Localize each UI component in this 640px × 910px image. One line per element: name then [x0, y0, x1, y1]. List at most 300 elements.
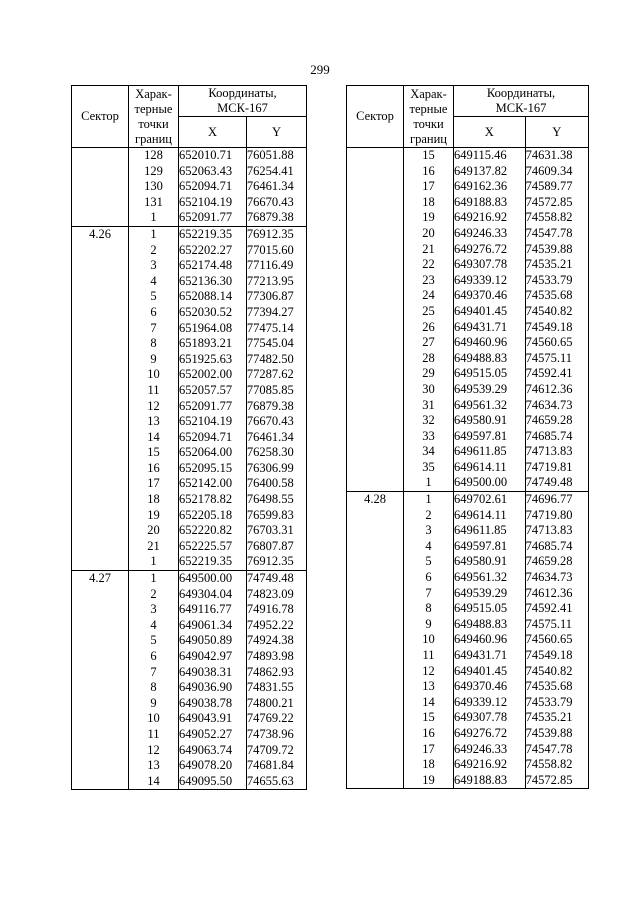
- sector-cell: [72, 523, 129, 539]
- y-cell: 74533.79: [525, 273, 588, 289]
- table-row: [72, 696, 307, 712]
- y-cell: 74535.68: [525, 679, 588, 695]
- x-cell: 649488.83: [454, 351, 526, 367]
- y-cell: 76306.99: [246, 461, 306, 477]
- table-row: [347, 773, 589, 789]
- point-cell: 1: [129, 210, 179, 226]
- sector-cell: [347, 475, 404, 491]
- point-cell: 129: [129, 164, 179, 180]
- y-cell: 74533.79: [525, 695, 588, 711]
- x-cell: 649539.29: [454, 382, 526, 398]
- table-row: [347, 429, 589, 445]
- point-cell: 13: [404, 679, 454, 695]
- y-cell: 74823.09: [246, 587, 306, 603]
- table-row: [72, 508, 307, 524]
- sector-cell: [72, 492, 129, 508]
- x-cell: 649597.81: [454, 539, 526, 555]
- point-cell: 14: [129, 774, 179, 790]
- y-cell: 76879.38: [246, 399, 306, 415]
- sector-cell: [347, 460, 404, 476]
- y-cell: 74535.21: [525, 257, 588, 273]
- table-row: [72, 461, 307, 477]
- sector-cell: [347, 570, 404, 586]
- point-cell: 128: [129, 148, 179, 164]
- x-cell: 649401.45: [454, 304, 526, 320]
- y-cell: 74547.78: [525, 742, 588, 758]
- table-row: [347, 632, 589, 648]
- header-coordinates: Координаты, МСК-167: [454, 86, 589, 117]
- point-cell: 12: [404, 664, 454, 680]
- header-y: Y: [246, 117, 306, 148]
- y-cell: 74769.22: [246, 711, 306, 727]
- y-cell: 74685.74: [525, 539, 588, 555]
- sector-cell: [347, 664, 404, 680]
- point-cell: 11: [129, 383, 179, 399]
- point-cell: 7: [129, 665, 179, 681]
- sector-cell: [347, 226, 404, 242]
- point-cell: 21: [404, 242, 454, 258]
- point-cell: 34: [404, 444, 454, 460]
- x-cell: 652064.00: [179, 445, 247, 461]
- table-row: [72, 539, 307, 555]
- table-row: [347, 382, 589, 398]
- y-cell: 76912.35: [246, 226, 306, 242]
- y-cell: 76703.31: [246, 523, 306, 539]
- sector-cell: [347, 710, 404, 726]
- sector-cell: [347, 773, 404, 789]
- sector-cell: [347, 195, 404, 211]
- point-cell: 5: [404, 554, 454, 570]
- table-row: [347, 413, 589, 429]
- table-row: [347, 570, 589, 586]
- table-row: [347, 508, 589, 524]
- y-cell: 74862.93: [246, 665, 306, 681]
- sector-cell: [347, 554, 404, 570]
- x-cell: 649216.92: [454, 210, 526, 226]
- point-cell: 1: [129, 226, 179, 242]
- y-cell: 74612.36: [525, 382, 588, 398]
- point-cell: 13: [129, 758, 179, 774]
- point-cell: 17: [404, 742, 454, 758]
- y-cell: 74749.48: [525, 475, 588, 491]
- table-row: [72, 727, 307, 743]
- header-points: Харак- терные точки границ: [404, 86, 454, 148]
- point-cell: 6: [129, 649, 179, 665]
- table-row: [347, 444, 589, 460]
- point-cell: 18: [404, 757, 454, 773]
- y-cell: 77015.60: [246, 243, 306, 259]
- point-cell: 29: [404, 366, 454, 382]
- sector-cell: [347, 601, 404, 617]
- table-row: [347, 195, 589, 211]
- y-cell: 74535.68: [525, 288, 588, 304]
- table-row: [72, 523, 307, 539]
- table-row: [347, 242, 589, 258]
- x-cell: 649216.92: [454, 757, 526, 773]
- header-coordinates: Координаты, МСК-167: [179, 86, 307, 117]
- sector-cell: [72, 508, 129, 524]
- table-row: [72, 618, 307, 634]
- y-cell: 74539.88: [525, 242, 588, 258]
- sector-cell: [347, 444, 404, 460]
- y-cell: 74893.98: [246, 649, 306, 665]
- sector-cell: [347, 257, 404, 273]
- x-cell: 649276.72: [454, 242, 526, 258]
- sector-cell: [347, 398, 404, 414]
- sector-cell: [347, 679, 404, 695]
- y-cell: 77394.27: [246, 305, 306, 321]
- table-row: [72, 321, 307, 337]
- x-cell: 649339.12: [454, 695, 526, 711]
- x-cell: 649246.33: [454, 742, 526, 758]
- y-cell: 74713.83: [525, 523, 588, 539]
- table-row: [347, 366, 589, 382]
- table-row: [347, 460, 589, 476]
- x-cell: 649515.05: [454, 601, 526, 617]
- header-y: Y: [525, 117, 588, 148]
- table-row: [72, 210, 307, 226]
- table-row: [347, 679, 589, 695]
- point-cell: 1: [129, 571, 179, 587]
- table-row: [72, 758, 307, 774]
- x-cell: 649500.00: [179, 571, 247, 587]
- table-row: [347, 710, 589, 726]
- table-row: [347, 335, 589, 351]
- x-cell: 649188.83: [454, 195, 526, 211]
- point-cell: 5: [129, 289, 179, 305]
- x-cell: 652088.14: [179, 289, 247, 305]
- y-cell: 74800.21: [246, 696, 306, 712]
- point-cell: 27: [404, 335, 454, 351]
- table-row: [347, 320, 589, 336]
- table-row: [347, 601, 589, 617]
- x-cell: 649061.34: [179, 618, 247, 634]
- x-cell: 652002.00: [179, 367, 247, 383]
- table-row: [72, 743, 307, 759]
- point-cell: 16: [404, 726, 454, 742]
- table-row: [72, 243, 307, 259]
- header-x: X: [179, 117, 247, 148]
- point-cell: 11: [129, 727, 179, 743]
- y-cell: 74589.77: [525, 179, 588, 195]
- sector-cell: [72, 461, 129, 477]
- sector-cell: [72, 195, 129, 211]
- table-row: [72, 352, 307, 368]
- table-row: [347, 695, 589, 711]
- y-cell: 76599.83: [246, 508, 306, 524]
- table-row: [72, 665, 307, 681]
- x-cell: 652094.71: [179, 179, 247, 195]
- point-cell: 1: [404, 475, 454, 491]
- point-cell: 6: [404, 570, 454, 586]
- sector-cell: [72, 274, 129, 290]
- point-cell: 23: [404, 273, 454, 289]
- y-cell: 74572.85: [525, 773, 588, 789]
- point-cell: 16: [404, 164, 454, 180]
- table-row: [347, 726, 589, 742]
- table-row: [347, 617, 589, 633]
- point-cell: 3: [129, 258, 179, 274]
- y-cell: 76670.43: [246, 195, 306, 211]
- sector-cell: 4.27: [72, 571, 129, 587]
- point-cell: 8: [129, 336, 179, 352]
- sector-cell: [72, 179, 129, 195]
- x-cell: 652220.82: [179, 523, 247, 539]
- table-row: [72, 226, 307, 242]
- y-cell: 74831.55: [246, 680, 306, 696]
- point-cell: 10: [404, 632, 454, 648]
- point-cell: 9: [404, 617, 454, 633]
- point-cell: 4: [129, 618, 179, 634]
- y-cell: 74560.65: [525, 335, 588, 351]
- point-cell: 2: [129, 243, 179, 259]
- sector-cell: [347, 273, 404, 289]
- x-cell: 649597.81: [454, 429, 526, 445]
- x-cell: 649561.32: [454, 398, 526, 414]
- sector-cell: [72, 539, 129, 555]
- y-cell: 74535.21: [525, 710, 588, 726]
- sector-cell: [72, 554, 129, 570]
- x-cell: 652174.48: [179, 258, 247, 274]
- y-cell: 74634.73: [525, 398, 588, 414]
- x-cell: 649401.45: [454, 664, 526, 680]
- sector-cell: [347, 148, 404, 164]
- y-cell: 74592.41: [525, 601, 588, 617]
- x-cell: 652063.43: [179, 164, 247, 180]
- sector-cell: [347, 429, 404, 445]
- point-cell: 1: [404, 492, 454, 508]
- point-cell: 15: [404, 148, 454, 164]
- x-cell: 649539.29: [454, 586, 526, 602]
- x-cell: 649515.05: [454, 366, 526, 382]
- table-row: [72, 633, 307, 649]
- point-cell: 19: [404, 773, 454, 789]
- table-row: [347, 304, 589, 320]
- y-cell: 74659.28: [525, 554, 588, 570]
- point-cell: 24: [404, 288, 454, 304]
- x-cell: 649460.96: [454, 632, 526, 648]
- table-row: [72, 445, 307, 461]
- y-cell: 77482.50: [246, 352, 306, 368]
- table-row: [72, 383, 307, 399]
- y-cell: 74696.77: [525, 492, 588, 508]
- y-cell: 74572.85: [525, 195, 588, 211]
- table-row: [72, 399, 307, 415]
- y-cell: 76912.35: [246, 554, 306, 570]
- point-cell: 9: [129, 352, 179, 368]
- x-cell: 649137.82: [454, 164, 526, 180]
- sector-cell: [72, 445, 129, 461]
- sector-cell: [72, 399, 129, 415]
- point-cell: 1: [129, 554, 179, 570]
- sector-cell: [347, 366, 404, 382]
- sector-cell: [72, 774, 129, 790]
- point-cell: 17: [404, 179, 454, 195]
- y-cell: 77085.85: [246, 383, 306, 399]
- x-cell: 649095.50: [179, 774, 247, 790]
- x-cell: 649246.33: [454, 226, 526, 242]
- table-row: [347, 523, 589, 539]
- sector-cell: [72, 164, 129, 180]
- y-cell: 74549.18: [525, 320, 588, 336]
- x-cell: 649500.00: [454, 475, 526, 491]
- sector-cell: 4.28: [347, 492, 404, 508]
- point-cell: 30: [404, 382, 454, 398]
- point-cell: 9: [129, 696, 179, 712]
- point-cell: 17: [129, 476, 179, 492]
- x-cell: 649614.11: [454, 508, 526, 524]
- x-cell: 651964.08: [179, 321, 247, 337]
- sector-cell: [347, 695, 404, 711]
- x-cell: 652091.77: [179, 210, 247, 226]
- table-row: [72, 587, 307, 603]
- y-cell: 77545.04: [246, 336, 306, 352]
- x-cell: 649304.04: [179, 587, 247, 603]
- sector-cell: [347, 210, 404, 226]
- sector-cell: [72, 383, 129, 399]
- y-cell: 76807.87: [246, 539, 306, 555]
- y-cell: 74540.82: [525, 304, 588, 320]
- x-cell: 649078.20: [179, 758, 247, 774]
- sector-cell: [72, 727, 129, 743]
- table-row: [72, 179, 307, 195]
- page-number: 299: [310, 62, 330, 77]
- x-cell: 649038.31: [179, 665, 247, 681]
- sector-cell: [72, 696, 129, 712]
- x-cell: 649431.71: [454, 320, 526, 336]
- sector-cell: [72, 743, 129, 759]
- x-cell: 652104.19: [179, 195, 247, 211]
- table-row: [347, 398, 589, 414]
- x-cell: 652030.52: [179, 305, 247, 321]
- y-cell: 74659.28: [525, 413, 588, 429]
- sector-cell: [347, 586, 404, 602]
- y-cell: 74719.81: [525, 460, 588, 476]
- table-row: [347, 179, 589, 195]
- sector-cell: [72, 618, 129, 634]
- point-cell: 130: [129, 179, 179, 195]
- sector-cell: [72, 414, 129, 430]
- sector-cell: [72, 243, 129, 259]
- x-cell: 652136.30: [179, 274, 247, 290]
- y-cell: 76879.38: [246, 210, 306, 226]
- x-cell: 652142.00: [179, 476, 247, 492]
- point-cell: 13: [129, 414, 179, 430]
- x-cell: 649043.91: [179, 711, 247, 727]
- point-cell: 19: [129, 508, 179, 524]
- x-cell: 652202.27: [179, 243, 247, 259]
- table-row: [72, 774, 307, 790]
- x-cell: 649307.78: [454, 710, 526, 726]
- sector-cell: [347, 508, 404, 524]
- table-row: [72, 414, 307, 430]
- table-row: [72, 367, 307, 383]
- x-cell: 649611.85: [454, 444, 526, 460]
- x-cell: 652057.57: [179, 383, 247, 399]
- x-cell: 649431.71: [454, 648, 526, 664]
- y-cell: 74609.34: [525, 164, 588, 180]
- y-cell: 74631.38: [525, 148, 588, 164]
- point-cell: 10: [129, 711, 179, 727]
- y-cell: 74709.72: [246, 743, 306, 759]
- header-points: Харак- терные точки границ: [129, 86, 179, 148]
- point-cell: 33: [404, 429, 454, 445]
- y-cell: 74952.22: [246, 618, 306, 634]
- y-cell: 74592.41: [525, 366, 588, 382]
- y-cell: 77287.62: [246, 367, 306, 383]
- point-cell: 22: [404, 257, 454, 273]
- y-cell: 74575.11: [525, 351, 588, 367]
- coordinates-table-left: [71, 85, 307, 790]
- header-sector: Сектор: [72, 86, 129, 148]
- point-cell: 28: [404, 351, 454, 367]
- point-cell: 12: [129, 743, 179, 759]
- table-row: [347, 742, 589, 758]
- x-cell: 649036.90: [179, 680, 247, 696]
- x-cell: 649052.27: [179, 727, 247, 743]
- x-cell: 649580.91: [454, 413, 526, 429]
- point-cell: 15: [129, 445, 179, 461]
- sector-cell: 4.26: [72, 226, 129, 242]
- table-row: [72, 711, 307, 727]
- table-row: [72, 492, 307, 508]
- table-row: [72, 430, 307, 446]
- point-cell: 25: [404, 304, 454, 320]
- point-cell: 18: [129, 492, 179, 508]
- x-cell: 649561.32: [454, 570, 526, 586]
- point-cell: 14: [129, 430, 179, 446]
- sector-cell: [72, 680, 129, 696]
- x-cell: 651893.21: [179, 336, 247, 352]
- x-cell: 652219.35: [179, 226, 247, 242]
- x-cell: 649042.97: [179, 649, 247, 665]
- y-cell: 74560.65: [525, 632, 588, 648]
- y-cell: 77213.95: [246, 274, 306, 290]
- y-cell: 77475.14: [246, 321, 306, 337]
- table-row: [347, 492, 589, 508]
- point-cell: 8: [129, 680, 179, 696]
- sector-cell: [72, 210, 129, 226]
- point-cell: 3: [404, 523, 454, 539]
- point-cell: 8: [404, 601, 454, 617]
- table-row: [347, 164, 589, 180]
- sector-cell: [72, 148, 129, 164]
- table-row: [72, 476, 307, 492]
- x-cell: 649188.83: [454, 773, 526, 789]
- point-cell: 19: [404, 210, 454, 226]
- point-cell: 31: [404, 398, 454, 414]
- sector-cell: [347, 335, 404, 351]
- y-cell: 76461.34: [246, 430, 306, 446]
- table-row: [72, 289, 307, 305]
- y-cell: 74558.82: [525, 757, 588, 773]
- sector-cell: [347, 632, 404, 648]
- x-cell: 649276.72: [454, 726, 526, 742]
- point-cell: 32: [404, 413, 454, 429]
- y-cell: 74539.88: [525, 726, 588, 742]
- x-cell: 652104.19: [179, 414, 247, 430]
- point-cell: 4: [404, 539, 454, 555]
- y-cell: 74685.74: [525, 429, 588, 445]
- x-cell: 649339.12: [454, 273, 526, 289]
- point-cell: 5: [129, 633, 179, 649]
- sector-cell: [347, 382, 404, 398]
- sector-cell: [72, 289, 129, 305]
- point-cell: 7: [129, 321, 179, 337]
- point-cell: 2: [404, 508, 454, 524]
- y-cell: 74681.84: [246, 758, 306, 774]
- table-row: [347, 148, 589, 164]
